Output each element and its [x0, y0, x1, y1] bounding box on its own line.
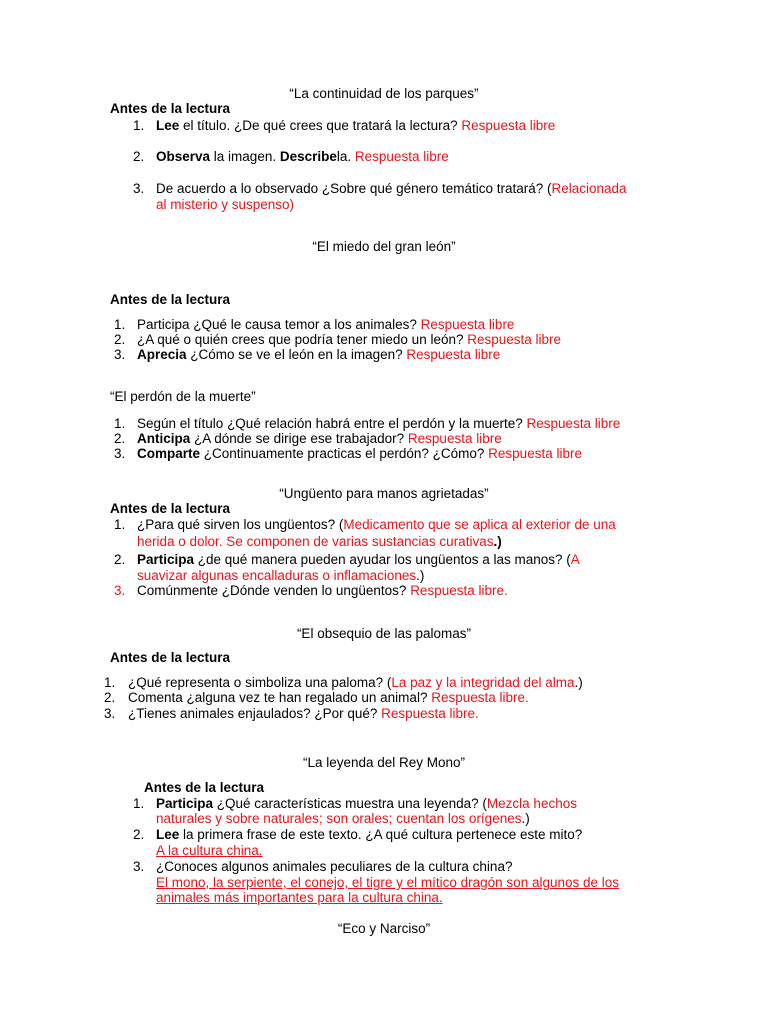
list-item-continuation: suavizar algunas encalladuras o inflamaciones.)	[137, 568, 425, 583]
section-heading: Antes de la lectura	[110, 292, 231, 307]
list-item: Anticipa ¿A dónde se dirige ese trabajador? Respuesta libre	[137, 431, 502, 446]
item-number: 1.	[114, 517, 126, 532]
section-title: “Eco y Narciso”	[337, 921, 431, 936]
list-item: ¿Conoces algunos animales peculiares de la cultura china?	[156, 859, 513, 874]
item-number: 2.	[114, 431, 126, 446]
list-item: ¿Tienes animales enjaulados? ¿Por qué? Respuesta libre.	[128, 706, 479, 721]
list-item: ¿A qué o quién crees que podría tener miedo un león? Respuesta libre	[137, 332, 562, 347]
list-item: Lee la primera frase de este texto. ¿A qué cultura pertenece este mito?	[156, 827, 583, 842]
item-number: 2.	[114, 552, 126, 567]
section-heading: Antes de la lectura	[110, 101, 231, 116]
item-number: 2.	[133, 149, 145, 164]
item-number: 1.	[133, 118, 145, 133]
list-item: Según el título ¿Qué relación habrá entre el perdón y la muerte? Respuesta libre	[137, 416, 621, 431]
list-item-answer: animales más importantes para la cultura china.	[156, 890, 443, 905]
list-item-continuation: al misterio y suspenso)	[156, 197, 295, 212]
item-number: 3.	[114, 347, 126, 362]
section-title: “El miedo del gran león”	[312, 239, 456, 254]
section-title: “El perdón de la muerte”	[110, 389, 256, 404]
item-number: 1.	[114, 317, 126, 332]
list-item-answer: El mono, la serpiente, el conejo, el tigre y el mítico dragón son algunos de los	[156, 875, 620, 890]
list-item: ¿Qué representa o simboliza una paloma? (La paz y la integridad del alma.)	[128, 675, 583, 690]
list-item: Participa ¿Qué le causa temor a los animales? Respuesta libre	[137, 317, 515, 332]
section-heading: Antes de la lectura	[110, 501, 231, 516]
list-item-answer: A la cultura china.	[156, 843, 263, 858]
list-item: De acuerdo a lo observado ¿Sobre qué género temático tratará? (Relacionada	[156, 181, 627, 196]
item-number: 1.	[114, 416, 126, 431]
item-number: 2.	[114, 332, 126, 347]
list-item: Comparte ¿Continuamente practicas el perdón? ¿Cómo? Respuesta libre	[137, 446, 582, 461]
item-number: 3.	[133, 859, 145, 874]
list-item: Participa ¿Qué características muestra una leyenda? (Mezcla hechos	[156, 796, 577, 811]
section-title: “El obsequio de las palomas”	[296, 626, 472, 641]
section-title: “La leyenda del Rey Mono”	[302, 755, 466, 770]
list-item: ¿Para qué sirven los ungüentos? (Medicamento que se aplica al exterior de una	[137, 517, 616, 532]
list-item: Lee el título. ¿De qué crees que tratará la lectura? Respuesta libre	[156, 118, 556, 133]
section-title: “Ungüento para manos agrietadas”	[279, 486, 489, 501]
section-heading: Antes de la lectura	[144, 780, 265, 795]
list-item-continuation: naturales y sobre naturales; son orales; cuentan los orígenes.)	[156, 811, 530, 826]
section-heading: Antes de la lectura	[110, 650, 231, 665]
item-number: 2.	[133, 827, 145, 842]
item-number: 3.	[104, 706, 116, 721]
item-number: 1.	[133, 796, 145, 811]
section-title: “La continuidad de los parques”	[289, 86, 479, 101]
list-item: Comúnmente ¿Dónde venden lo ungüentos? Respuesta libre.	[137, 583, 508, 598]
list-item: Aprecia ¿Cómo se ve el león en la imagen? Respuesta libre	[137, 347, 501, 362]
list-item-continuation: herida o dolor. Se componen de varias sustancias curativas.)	[137, 534, 502, 549]
list-item: Participa ¿de qué manera pueden ayudar los ungüentos a las manos? (A	[137, 552, 580, 567]
item-number: 3.	[133, 181, 145, 196]
item-number: 1.	[104, 675, 116, 690]
item-number: 3.	[114, 446, 126, 461]
list-item: Comenta ¿alguna vez te han regalado un animal? Respuesta libre.	[128, 690, 529, 705]
list-item: Observa la imagen. Describela. Respuesta libre	[156, 149, 449, 164]
item-number: 2.	[104, 690, 116, 705]
item-number: 3.	[114, 583, 126, 598]
